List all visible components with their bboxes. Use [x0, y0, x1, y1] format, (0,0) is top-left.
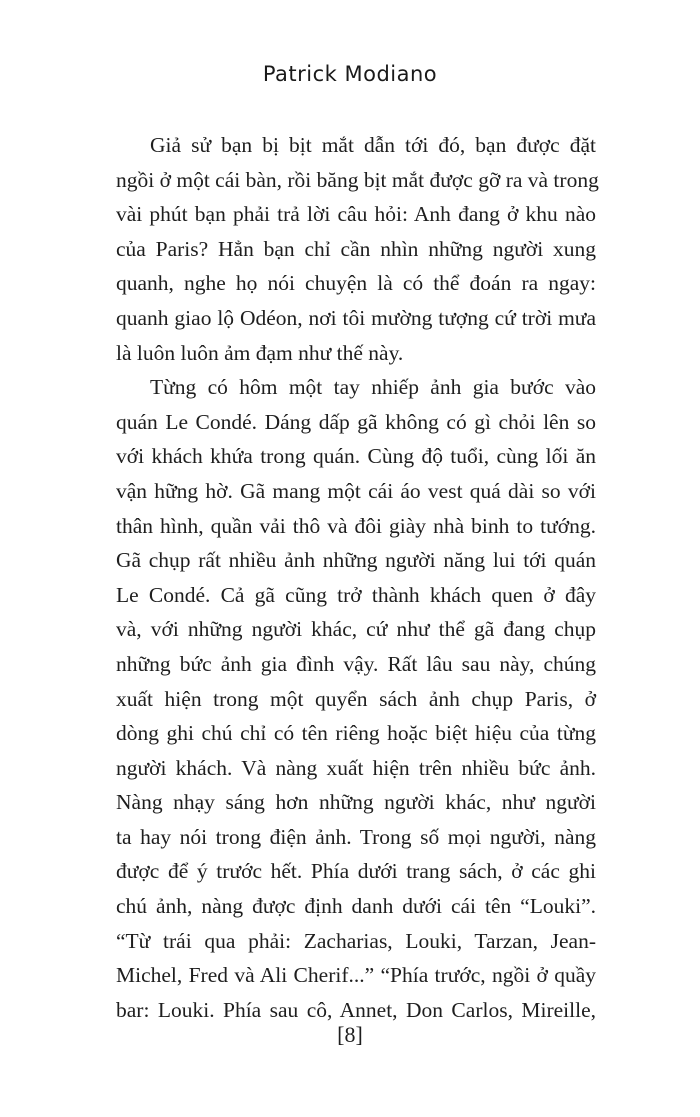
text-line: vận hững hờ. Gã mang một cái áo vest quá dài so với [116, 478, 596, 503]
running-header: Patrick Modiano [262, 62, 438, 86]
text-line: được để ý trước hết. Phía dưới trang sách, ở các ghi [116, 859, 596, 884]
text-line: ta hay nói trong điện ảnh. Trong số mọi người, nàng [116, 824, 596, 849]
text-line: với khách khứa trong quán. Cùng độ tuổi, cùng lối ăn [116, 444, 596, 469]
paragraph-1 [116, 128, 599, 370]
text-line: Gã chụp rất nhiều ảnh những người năng lui tới quán [116, 548, 596, 573]
text-line: bar: Louki. Phía sau cô, Annet, Don Carlos, Mireille, [116, 997, 596, 1022]
text-line: quanh giao lộ Odéon, nơi tôi mường tượng cứ trời mưa [116, 305, 596, 330]
text-line: “Từ trái qua phải: Zacharias, Louki, Tarzan, Jean- [116, 928, 596, 953]
text-line: và, với những người khác, cứ như thể gã đang chụp [116, 617, 596, 642]
body-text [116, 128, 599, 1027]
page-number: [8] [337, 1022, 363, 1047]
text-line: quán Le Condé. Dáng dấp gã không có gì chỏi lên so [116, 409, 596, 434]
text-line: ngồi ở một cái bàn, rồi băng bịt mắt được gỡ ra và trong [116, 167, 599, 192]
paragraph-2 [116, 370, 596, 1027]
text-line: Giả sử bạn bị bịt mắt dẫn tới đó, bạn được đặt [150, 133, 596, 157]
text-line: dòng ghi chú chỉ có tên riêng hoặc biệt hiệu của từng [116, 721, 596, 746]
text-line: Từng có hôm một tay nhiếp ảnh gia bước vào [150, 375, 596, 400]
text-line: thân hình, quần vải thô và đôi giày nhà binh to tướng. [116, 513, 596, 538]
text-line: là luôn luôn ảm đạm như thế này. [116, 340, 404, 365]
text-line: Michel, Fred và Ali Cherif...” “Phía trước, ngồi ở quầy [116, 963, 596, 988]
text-line: Nàng nhạy sáng hơn những người khác, như người [116, 790, 596, 815]
text-line: xuất hiện trong một quyển sách ảnh chụp Paris, ở [116, 686, 596, 711]
text-line: người khách. Và nàng xuất hiện trên nhiều bức ảnh. [116, 755, 596, 780]
text-line: của Paris? Hẳn bạn chỉ cần nhìn những người xung [116, 236, 596, 261]
text-line: quanh, nghe họ nói chuyện là có thể đoán ra ngay: [116, 271, 596, 296]
text-line: vài phút bạn phải trả lời câu hỏi: Anh đang ở khu nào [116, 202, 596, 227]
text-line: những bức ảnh gia đình vậy. Rất lâu sau này, chúng [116, 651, 596, 676]
text-line: chú ảnh, nàng được định danh dưới cái tên “Louki”. [116, 894, 596, 919]
text-line: Le Condé. Cả gã cũng trở thành khách quen ở đây [116, 582, 596, 607]
